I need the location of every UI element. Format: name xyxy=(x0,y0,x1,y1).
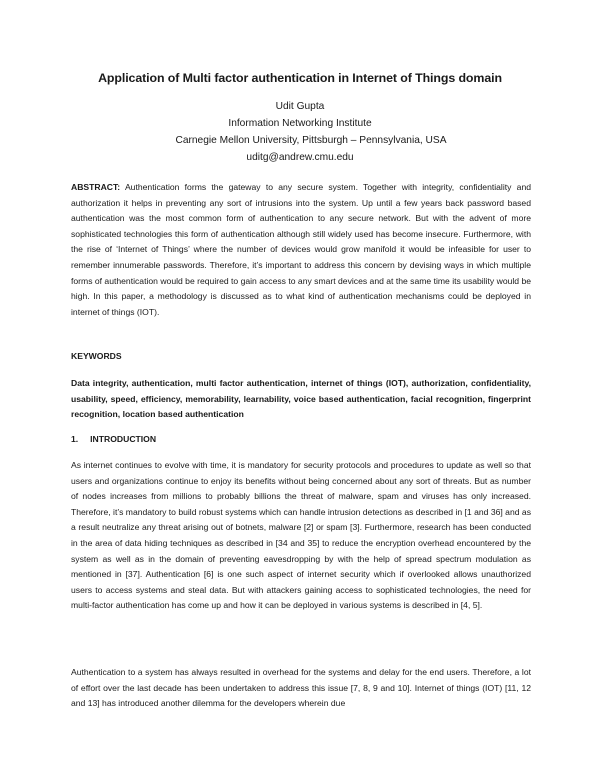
author-email: uditg@andrew.cmu.edu xyxy=(246,152,354,163)
abstract xyxy=(71,180,531,342)
section-title: INTRODUCTION xyxy=(90,434,157,444)
paper-title: Application of Multi factor authentication in Internet of Things domain xyxy=(98,71,502,85)
author-university: Carnegie Mellon University, Pittsburgh – Pennsylvania, USA xyxy=(175,135,447,146)
author-institute: Information Networking Institute xyxy=(228,118,372,129)
intro-paragraph-1: As internet continues to evolve with time, it is mandatory for security protocols and procedures to update as well so that users and organizations continue to enjoy its benefits without being concerned about any sort of threats. But as number of nodes increases from millions to probably billions the threat of malware, spam and viruses has only increased. Therefore, it’s mandatory to build robust systems which can handle intrusion detections as described in [1 and 36] and as a result neutralize any threat arising out of botnets, malware [2] or spam [3]. Furthermore, research has been conducted in the area of data hiding techniques as described in [34 and 35] to reduce the encryption overhead encountered by the system as well as in the domain of preventing eavesdropping by with the help of spread spectrum modulation as mentioned in [37]. Authentication [6] is one such aspect of internet security which if overlooked allows unauthorized users to access systems and steal data. But with attackers gaining access to sophisticated technologies, the need for multi-factor authentication has come up and how it can be deployed in various systems is described in [4, 5]. xyxy=(71,460,531,611)
abstract-text: Authentication forms the gateway to any secure system. Together with integrity, confidentiality and authorization it helps in preventing any sort of intrusions into the system. Up until a few years back password based authentication was the most common form of authentication to any secure network. But with the advent of more sophisticated technologies this form of authentication although still widely used has become insecure. Furthermore, with the rise of ‘Internet of Things’ where the number of devices would grow manifold it would be infeasible for user to remember innumerable passwords. Therefore, it’s important to address this concern by devising ways in which multiple forms of authentication would be required to gain access to any smart devices and at the same time its usability would be high. In this paper, a methodology is discussed as to what kind of authentication mechanisms could be deployed in internet of things (IOT). xyxy=(71,182,532,317)
intro-paragraph-2: Authentication to a system has always resulted in overhead for the systems and delay for the end users. Therefore, a lot of effort over the last decade has been undertaken to address this issue [7, 8, 9 and 10]. Internet of things (IOT) [11, 12 and 13] has introduced another dilemma for the developers wherein due xyxy=(71,667,531,709)
author-name: Udit Gupta xyxy=(275,101,325,112)
keywords-list: Data integrity, authentication, multi factor authentication, internet of things (IOT), authorization, confidentiality, usability, speed, efficiency, memorability, learnability, voice based authentication, facial recognition, fingerprint recognition, location based authentication xyxy=(71,378,531,420)
keywords-heading: KEYWORDS xyxy=(71,351,122,361)
section-heading xyxy=(71,434,156,444)
abstract-label: ABSTRACT: xyxy=(71,182,121,192)
section-number: 1. xyxy=(71,434,79,444)
